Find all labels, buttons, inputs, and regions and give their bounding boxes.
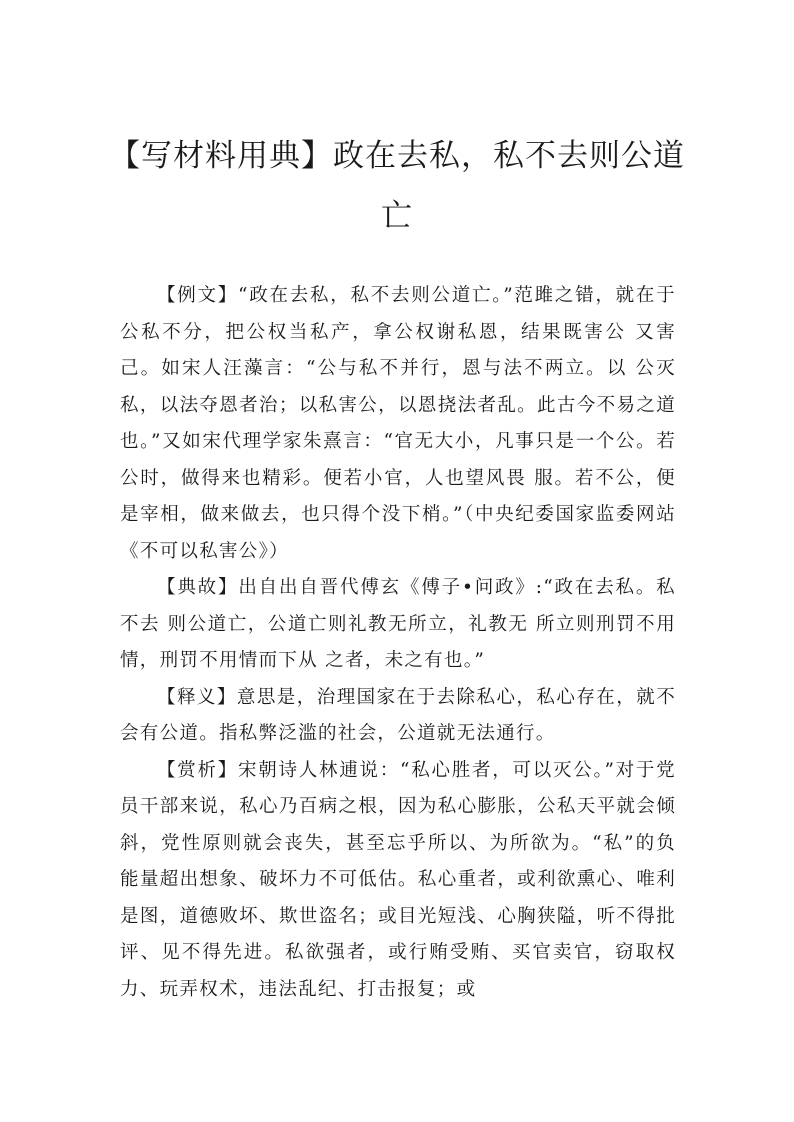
paragraph-appreciation: 【赏析】宋朝诗人林逋说：“私心胜者，可以灭公。”对于党员干部来说，私心乃百病之根，因为私心膨胀，公私天平就会倾斜，党性原则就会丧失，甚至忘乎所以、为所欲为。“私”的负能量超出想象、破坏力不可低估。私心重者，或利欲熏心、唯利是图，道德败坏、欺世盗名；或目光短浅、心胸狭隘，听不得批评、见不得先进。私欲强者，或行贿受贿、买官卖官，窃取权力、玩弄权术，违法乱纪、打击报复；或 [120, 759, 676, 1000]
paragraph-allusion: 【典故】出自出自晋代傅玄《傅子•问政》:“政在去私。私不去 则公道亡，公道亡则礼教无所立，礼教无 所立则刑罚不用情，刑罚不用情而下从 之者，未之有也。” [120, 577, 676, 671]
paragraph-example: 【例文】“政在去私，私不去则公道亡。”范雎之错，就在于公私不分，把公权当私产，拿公权谢私恩，结果既害公 又害己。如宋人汪藻言：“公与私不并行，恩与法不两立。以 公灭私，以法夺恩者治；以私害公，以恩挠法者乱。此古今不易之道也。”又如宋代理学家朱熹言：“官无大小，凡事只是一个公。若公时，做得来也精彩。便若小官，人也望风畏 服。若不公，便是宰相，做来做去，也只得个没下梢。”（中央纪委国家监委网站《不可以私害公》） [120, 285, 676, 562]
paragraph-meaning: 【释义】意思是，治理国家在于去除私心，私心存在，就不会有公道。指私弊泛滥的社会，公道就无法通行。 [120, 686, 676, 744]
document-title: 【写材料用典】政在去私，私不去则公道亡 [109, 138, 685, 234]
document-body [120, 278, 676, 1008]
